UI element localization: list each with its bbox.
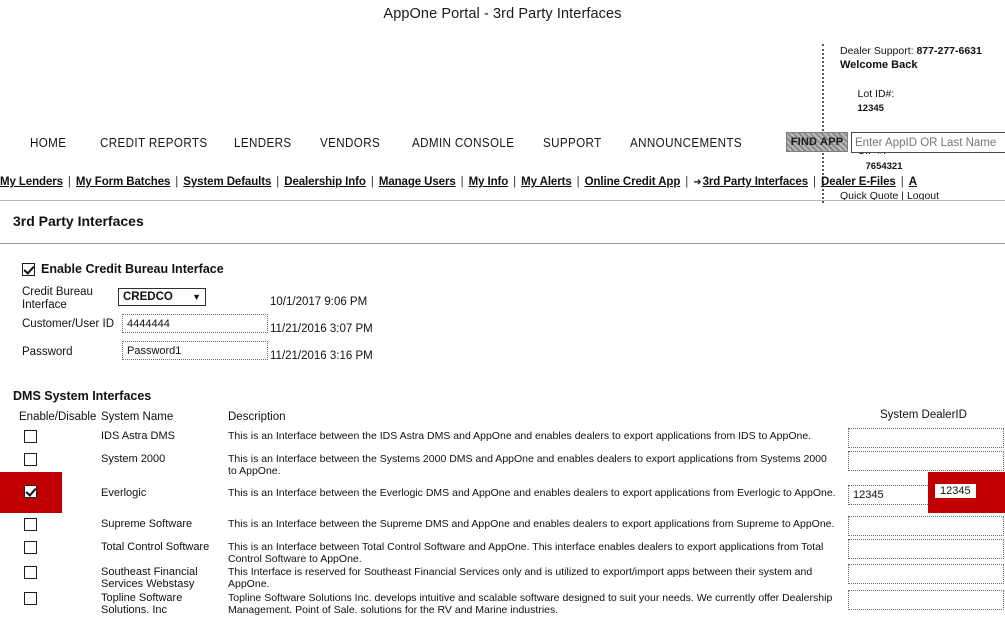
description-cell: Topline Software Solutions Inc. develops intuitive and scalable software designed to suit your needs. We currently offer Dealership Management. Point of Sale. solutions for the RV and Marine industries. xyxy=(228,592,833,617)
description-cell: This is an Interface between the Systems 2000 DMS and AppOne and enables dealers to export applications from Systems 2000 to AppOne. xyxy=(228,453,827,478)
subnav-separator: | xyxy=(813,176,817,188)
enable-checkbox[interactable] xyxy=(24,566,37,579)
logout-link[interactable]: Logout xyxy=(906,190,940,203)
dealer-id-field[interactable] xyxy=(848,516,1004,536)
section-heading: 3rd Party Interfaces xyxy=(13,213,144,229)
password-field[interactable] xyxy=(122,341,268,360)
enable-credit-bureau-row[interactable] xyxy=(22,262,224,276)
subnav-separator: | xyxy=(460,176,464,188)
enable-checkbox[interactable] xyxy=(24,518,37,531)
lot-id-label: Lot ID#: xyxy=(857,87,895,100)
enable-credit-bureau-label: Enable Credit Bureau Interface xyxy=(41,262,224,276)
enable-credit-bureau-checkbox[interactable] xyxy=(22,263,35,276)
active-marker-icon: ➜ xyxy=(693,177,702,188)
dealer-support-phone: 877-277-6631 xyxy=(916,45,982,57)
nav-item-lenders[interactable]: LENDERS xyxy=(234,136,292,150)
enable-cell[interactable] xyxy=(24,566,37,584)
nav-item-credit-reports[interactable]: CREDIT REPORTS xyxy=(100,136,208,150)
system-name-cell: Topline Software Solutions. Inc xyxy=(101,592,183,617)
subnav-item-my-form-batches[interactable]: My Form Batches xyxy=(75,176,171,188)
lot-id-line xyxy=(840,72,982,130)
subnav-item-3rd-party-interfaces[interactable]: 3rd Party Interfaces xyxy=(702,176,809,188)
column-header-enable: Enable/Disable xyxy=(19,411,97,423)
annotation-highlight-dealerid xyxy=(928,472,1005,513)
system-name-cell: Southeast Financial Services Webstasy xyxy=(101,566,198,591)
welcome-message: Welcome Back xyxy=(840,59,918,72)
quick-quote-link[interactable]: Quick Quote xyxy=(840,190,899,203)
subnav-item-dealer-e-files[interactable]: Dealer E-Files xyxy=(821,176,896,188)
subnav-item-a[interactable]: A xyxy=(908,176,917,188)
enable-cell[interactable] xyxy=(24,430,37,448)
system-name-cell: Supreme Software xyxy=(101,518,193,530)
column-header-description: Description xyxy=(228,411,286,423)
everlogic-enable-checkbox[interactable] xyxy=(24,485,37,498)
description-cell: This is an Interface between the Everlogic DMS and AppOne and enables dealers to export applications from Everlogic to AppOne. xyxy=(228,487,836,499)
credit-bureau-timestamp-0: 10/1/2017 9:06 PM xyxy=(270,296,368,308)
sub-navigation xyxy=(0,176,1005,188)
credit-bureau-interface-select[interactable] xyxy=(118,288,206,306)
dms-section-title: DMS System Interfaces xyxy=(13,389,152,403)
nav-item-home[interactable]: HOME xyxy=(30,136,67,150)
credit-bureau-interface-label-line1: Credit Bureau xyxy=(22,286,93,298)
subnav-item-system-defaults[interactable]: System Defaults xyxy=(183,176,272,188)
description-cell: This Interface is reserved for Southeast Financial Services only and is utilized to export/import apps between their system and AppOne. xyxy=(228,566,813,591)
subnav-separator: | xyxy=(175,176,179,188)
dealer-id-field[interactable] xyxy=(848,590,1004,610)
enable-checkbox[interactable] xyxy=(24,541,37,554)
description-cell: This is an Interface between Total Control Software and AppOne. This interface enables dealers to export applications from Total Control Software to AppOne. xyxy=(228,541,824,566)
enable-cell[interactable] xyxy=(24,518,37,536)
cif-value: 7654321 xyxy=(865,160,903,172)
system-name-cell: Everlogic xyxy=(101,487,147,499)
dealer-support-line xyxy=(840,44,982,58)
dealer-id-field[interactable] xyxy=(848,451,1004,471)
subnav-separator: | xyxy=(576,176,580,188)
credit-bureau-interface-label-line2: Interface xyxy=(22,299,67,311)
subnav-separator: | xyxy=(900,176,904,188)
dealer-support-label: Dealer Support: xyxy=(840,45,914,57)
nav-item-announcements[interactable]: ANNOUNCEMENTS xyxy=(630,136,743,150)
customer-user-id-label: Customer/User ID xyxy=(22,318,115,330)
header-link-separator: | xyxy=(901,190,905,203)
chevron-down-icon: ▼ xyxy=(192,292,201,302)
password-label: Password xyxy=(22,346,73,358)
subnav-item-dealership-info[interactable]: Dealership Info xyxy=(284,176,366,188)
subnav-item-my-alerts[interactable]: My Alerts xyxy=(521,176,572,188)
credit-bureau-timestamp-2: 11/21/2016 3:16 PM xyxy=(270,350,373,362)
subnav-item-my-lenders[interactable]: My Lenders xyxy=(0,176,63,188)
enable-cell[interactable] xyxy=(24,592,37,610)
credit-bureau-timestamp-1: 11/21/2016 3:07 PM xyxy=(270,323,373,335)
subnav-separator: | xyxy=(513,176,517,188)
credit-bureau-interface-value: CREDCO xyxy=(123,291,173,303)
divider-top xyxy=(0,200,1005,201)
enable-checkbox[interactable] xyxy=(24,592,37,605)
subnav-separator: | xyxy=(685,176,689,188)
annotation-highlight-checkbox xyxy=(0,472,62,513)
enable-checkbox[interactable] xyxy=(24,430,37,443)
search-input[interactable] xyxy=(851,132,1005,153)
header-links xyxy=(840,189,982,203)
nav-item-support[interactable]: SUPPORT xyxy=(543,136,602,150)
subnav-item-manage-users[interactable]: Manage Users xyxy=(378,176,456,188)
dealer-id-field[interactable] xyxy=(848,428,1004,448)
subnav-separator: | xyxy=(67,176,71,188)
find-app-button[interactable]: FIND APP xyxy=(786,132,848,152)
enable-cell[interactable] xyxy=(24,453,37,471)
description-cell: This is an Interface between the Supreme DMS and AppOne and enables dealers to export applications from Supreme to AppOne. xyxy=(228,518,835,530)
subnav-separator: | xyxy=(276,176,280,188)
system-name-cell: Total Control Software xyxy=(101,541,210,553)
nav-item-vendors[interactable]: VENDORS xyxy=(320,136,381,150)
dealer-id-field[interactable] xyxy=(848,539,1004,559)
subnav-item-online-credit-app[interactable]: Online Credit App xyxy=(584,176,681,188)
subnav-separator: | xyxy=(370,176,374,188)
divider-under-heading xyxy=(0,243,1005,244)
description-cell: This is an Interface between the IDS Astra DMS and AppOne and enables dealers to export applications from IDS to AppOne. xyxy=(228,430,812,442)
dealer-id-field[interactable] xyxy=(848,564,1004,584)
nav-item-admin-console[interactable]: ADMIN CONSOLE xyxy=(412,136,515,150)
customer-user-id-field[interactable] xyxy=(122,314,268,333)
system-name-cell: System 2000 xyxy=(101,453,166,465)
page-title: AppOne Portal - 3rd Party Interfaces xyxy=(383,6,622,22)
everlogic-dealer-id-value: 12345 xyxy=(935,484,976,498)
column-header-dealer-id: System DealerID xyxy=(880,409,967,421)
column-header-system-name: System Name xyxy=(101,411,174,423)
system-name-cell: IDS Astra DMS xyxy=(101,430,175,442)
credit-bureau-interface-label xyxy=(22,286,93,312)
enable-cell[interactable] xyxy=(24,541,37,559)
lot-id-value: 12345 xyxy=(857,102,884,114)
subnav-item-my-info[interactable]: My Info xyxy=(468,176,509,188)
enable-checkbox[interactable] xyxy=(24,453,37,466)
